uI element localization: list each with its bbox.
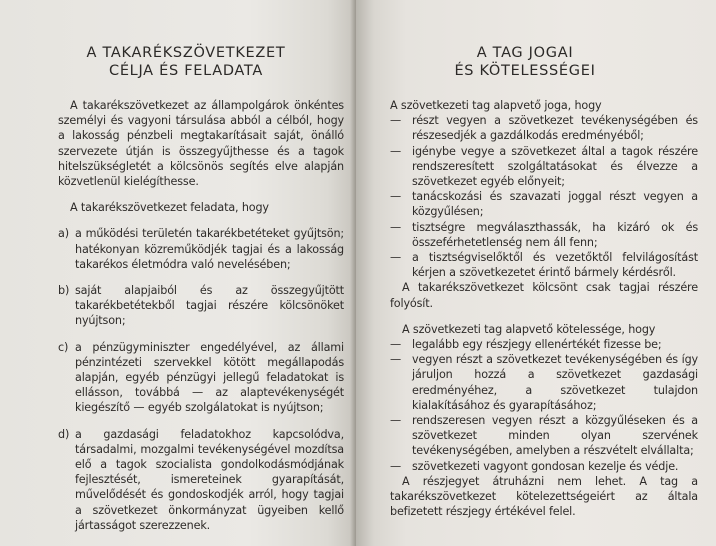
task-marker: c) [58, 340, 69, 354]
left-page-heading [58, 44, 314, 80]
dash-marker: — [390, 251, 402, 265]
task-text: a működési területén takarékbetéteket gyűjtsön; hatékonyan közreműködjék tagjai és a lakosság takarékos életmódra való nevelésében; [75, 227, 344, 271]
right-page [356, 0, 716, 546]
dash-marker: — [390, 414, 402, 428]
task-item-d [58, 427, 344, 533]
list-item [390, 413, 698, 459]
right-title-line-1: A TAG JOGAI [476, 45, 574, 61]
dash-marker: — [390, 114, 402, 128]
right-body [390, 98, 706, 519]
right-text: a tisztségviselőktől és vezetőktől felvilágosítást kérjen a szövetkezetet érintő bármely kérdésről. [412, 251, 698, 280]
list-item [390, 113, 698, 143]
duty-text: legalább egy részjegy ellenértékét fizesse be; [412, 338, 662, 352]
duty-text: szövetkezeti vagyont gondosan kezelje és védje. [412, 459, 679, 473]
left-body [58, 98, 344, 533]
task-item-a [58, 226, 344, 272]
list-item [390, 337, 698, 352]
dash-marker: — [390, 144, 402, 158]
list-item [390, 352, 698, 413]
closing-paragraph: A részjegyet átruházni nem lehet. A tag a takarékszövetkezet kötelezettségeiért az általa befizetett részjegy értékével felel. [390, 474, 698, 519]
list-item [390, 144, 698, 190]
task-item-c [58, 340, 344, 416]
task-text: saját alapjaiból és az összegyűjtött takarékbetétekből tagjai részére kölcsönöket nyújtson; [75, 284, 344, 328]
task-text: a pénzügyminiszter engedélyével, az állami pénzintézeti szervekkel kötött megállapodás alapján, egyéb pénzügyi jellegű feladatokat is ellásson, továbbá — az alaptevékenységét kiegészítő — egyéb szolgálatokat is nyújtson; [75, 340, 344, 415]
task-text: a gazdasági feladatokhoz kapcsolódva, társadalmi, mozgalmi tevékenységével mozdítsa elő a tagok szocialista gondolkodásmódjának fejlesztését, ismereteinek gyarapítását, művelődését és gondoskodjék arról, hogy tagjai a szövetkezet önkormányzat ügyeiben kellő jártasságot szerezzenek. [75, 427, 344, 532]
right-text: tanácskozási és szavazati joggal részt vegyen a közgyűlésen; [412, 190, 698, 219]
dash-marker: — [390, 220, 402, 234]
rights-intro: A szövetkezeti tag alapvető joga, hogy [390, 99, 602, 112]
right-text: igénybe vegye a szövetkezet által a tagok részére rendszeresített szolgáltatásokat és élvezze a szövetkezet egyéb előnyeit; [412, 144, 698, 189]
left-page [0, 0, 356, 546]
loan-note: A takarékszövetkezet kölcsönt csak tagjai részére folyósít. [390, 281, 698, 310]
duty-text: rendszeresen vegyen részt a közgyűléseken és a szövetkezet minden olyan szervének tevékenységében, amelyben a részvételt elvállalta; [412, 414, 698, 458]
right-text: részt vegyen a szövetkezet tevékenységében és részesedjék a gazdálkodás eredményéből; [412, 114, 698, 143]
task-item-b [58, 283, 344, 329]
left-title-line-1: A TAKARÉKSZÖVETKEZET [86, 45, 286, 61]
duties-intro: A szövetkezeti tag alapvető kötelessége, hogy [402, 322, 656, 336]
task-marker: d) [58, 427, 70, 441]
intro-paragraph: A takarékszövetkezet az állampolgárok önkéntes személyi és vagyoni társulása abból a célból, hogy a lakosság pénzbeli megtakarításait saját, önálló szervezete útján is összegyűjthesse és a tagok hitelszükségletét a kölcsönös segítés elve alapján közvetlenül kielégíthesse. [58, 99, 344, 189]
left-title-line-2: CÉLJA ÉS FELADATA [109, 63, 263, 79]
task-marker: b) [58, 284, 70, 298]
list-item [390, 220, 698, 250]
rights-list [390, 113, 698, 280]
right-text: tisztségre megválaszthassák, ha kizáró ok és összeférhetetlenség nem áll fenn; [412, 220, 698, 249]
duties-list [390, 337, 698, 474]
dash-marker: — [390, 459, 402, 473]
tasks-intro: A takarékszövetkezet feladata, hogy [70, 201, 269, 215]
duty-text: vegyen részt a szövetkezet tevékenységében és így járuljon hozzá a szövetkezet gazdasági eredményéhez, a szövetkezet tulajdon kialakításához és gyarapításához; [412, 353, 698, 412]
dash-marker: — [390, 353, 402, 367]
right-page-heading [390, 44, 660, 80]
list-item [390, 250, 698, 280]
list-item [390, 459, 698, 474]
dash-marker: — [390, 338, 402, 352]
list-item [390, 189, 698, 219]
dash-marker: — [390, 190, 402, 204]
task-marker: a) [58, 227, 69, 241]
right-title-line-2: ÉS KÖTELESSÉGEI [454, 63, 596, 79]
